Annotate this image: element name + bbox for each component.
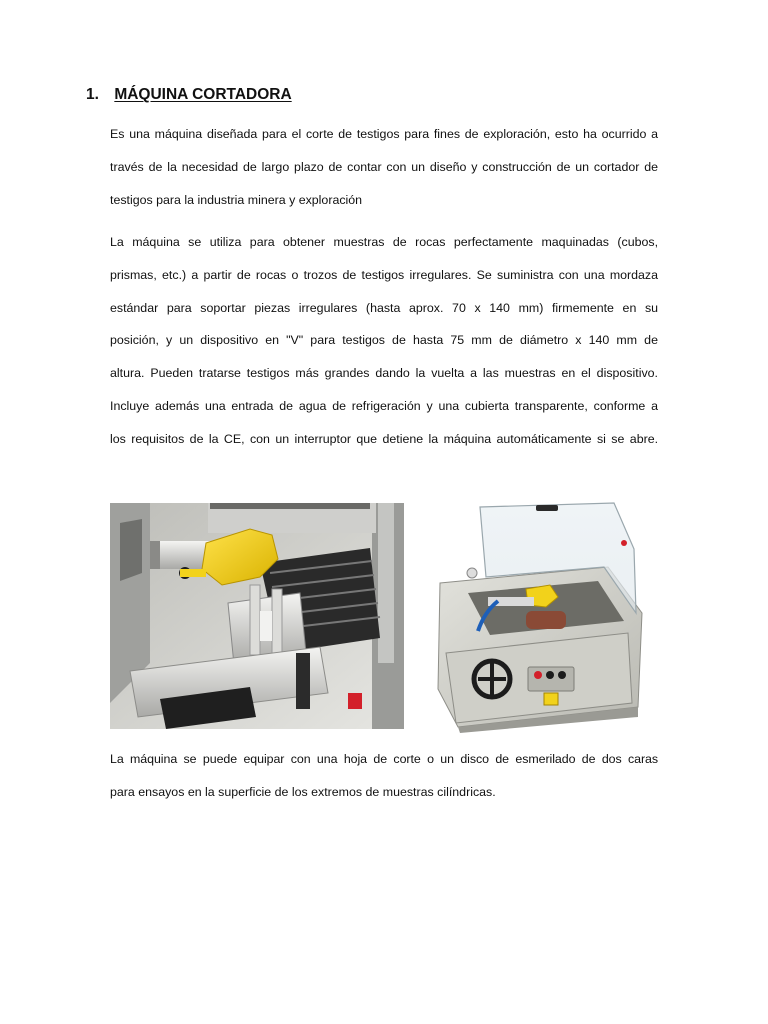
section-number: 1. [86, 86, 99, 103]
paragraph-line: estándar para soportar piezas irregulares (hasta aprox. 70 x 140 mm) firmemente en su [110, 300, 659, 315]
section-title: MÁQUINA CORTADORA [114, 86, 292, 103]
paragraph-line: Es una máquina diseñada para el corte de testigos para fines de exploración, esto ha ocurrido a [110, 127, 659, 141]
paragraph-line: Incluye además una entrada de agua de refrigeración y una cubierta transparente, conforme a [110, 398, 658, 413]
section-heading [86, 86, 292, 104]
paragraph-line: testigos para la industria minera y exploración [110, 192, 363, 207]
paragraph-line: los requisitos de la CE, con un interruptor que detiene la máquina automáticamente si se abre. [110, 431, 659, 446]
paragraph-line: través de la necesidad de largo plazo de contar con un diseño y construcción de un cortador de [110, 159, 658, 174]
paragraph-line: prismas, etc.) a partir de rocas o trozos de testigos irregulares. Se suministra con una mordaza [110, 267, 659, 282]
paragraph-line: posición, y un dispositivo en "V" para testigos de hasta 75 mm de diámetro x 140 mm de [110, 333, 658, 348]
machine-full-photo [428, 493, 660, 733]
paragraph-line: altura. Pueden tratarse testigos más grandes dando la vuelta a las muestras en el dispositivo. [110, 366, 658, 381]
paragraph-line: La máquina se utiliza para obtener muestras de rocas perfectamente maquinadas (cubos, [110, 235, 659, 249]
paragraph-line: para ensayos en la superficie de los extremos de muestras cilíndricas. [110, 784, 496, 799]
paragraph-equipment [110, 743, 658, 809]
paragraph-intro [110, 118, 658, 216]
paragraph-line: La máquina se puede equipar con una hoja de corte o un disco de esmerilado de dos caras [110, 752, 659, 766]
paragraph-usage [110, 226, 658, 456]
machine-closeup-photo [110, 503, 404, 729]
